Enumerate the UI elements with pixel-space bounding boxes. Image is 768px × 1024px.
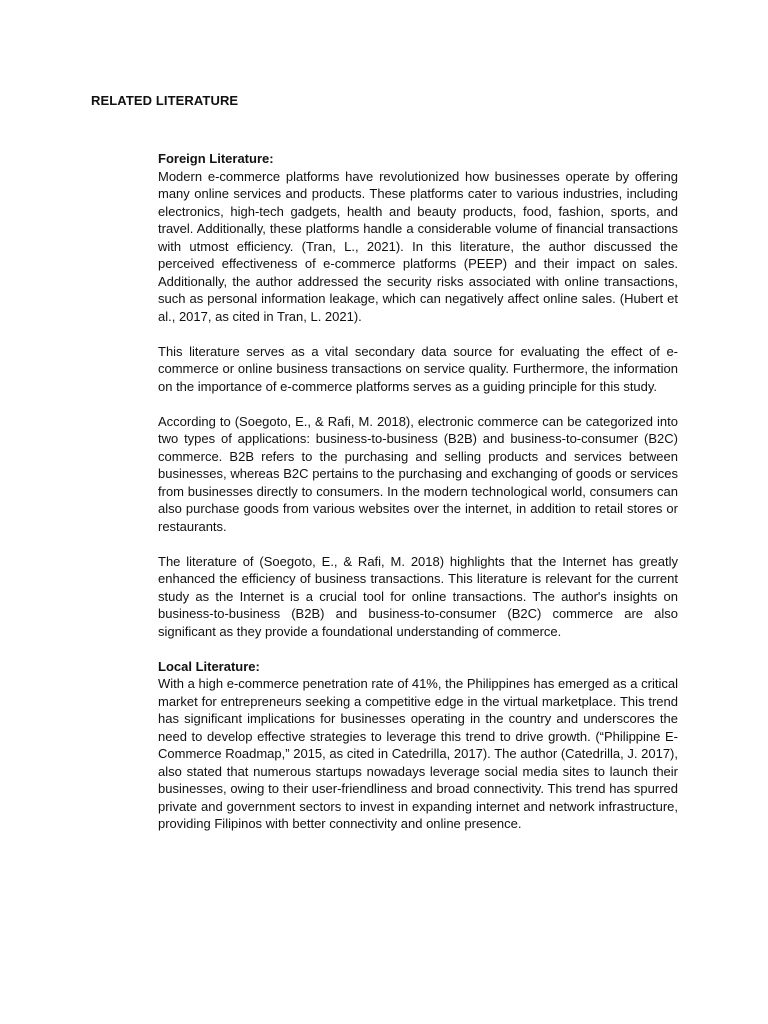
foreign-paragraph-2: This literature serves as a vital secondary data source for evaluating the effect of e-commerce or online business transactions on service quality. Furthermore, the information on the importance of e-commerce platforms serves as a guiding principle for this study. (158, 343, 678, 394)
local-paragraph-1: With a high e-commerce penetration rate of 41%, the Philippines has emerged as a critical market for entrepreneurs seeking a competitive edge in the virtual marketplace. This trend has significant implications for businesses operating in the country and underscores the need to develop effective strategies to leverage this trend to drive growth. (“Philippine E-Commerce Roadmap,” 2015, as cited in Catedrilla, 2017). The author (Catedrilla, J. 2017), also stated that numerous startups nowadays leverage social media sites to launch their businesses, owing to their user-friendliness and broad connectivity. This trend has spurred private and government sectors to invest in expanding internet and network infrastructure, providing Filipinos with better connectivity and online presence. (158, 676, 678, 831)
document-body (158, 150, 678, 833)
local-literature-heading: Local Literature: (158, 658, 260, 674)
foreign-paragraph-4: The literature of (Soegoto, E., & Rafi, M. 2018) highlights that the Internet has greatly enhanced the efficiency of business transactions. This literature is relevant for the current study as the Internet is a crucial tool for online transactions. The author's insights on business-to-business (B2B) and business-to-consumer (B2C) commerce are also significant as they provide a foundational understanding of commerce. (158, 553, 678, 639)
foreign-literature-heading: Foreign Literature: (158, 151, 274, 166)
foreign-paragraph-1: Modern e-commerce platforms have revolutionized how businesses operate by offering many online services and products. These platforms cater to various industries, including electronics, high-tech gadgets, health and beauty products, food, fashion, sports, and travel. Additionally, these platforms handle a considerable volume of financial transactions with utmost efficiency. (Tran, L., 2021). In this literature, the author discussed the perceived effectiveness of e-commerce platforms (PEEP) and their impact on sales. Additionally, the author addressed the security risks associated with online transactions, such as personal information leakage, which can negatively affect online sales. (Hubert et al., 2017, as cited in Tran, L. 2021). (158, 168, 678, 324)
document-title: RELATED LITERATURE (91, 93, 239, 108)
foreign-paragraph-3: According to (Soegoto, E., & Rafi, M. 2018), electronic commerce can be categorized into two types of applications: business-to-business (B2B) and business-to-consumer (B2C) commerce. B2B refers to the purchasing and selling products and services between businesses, whereas B2C pertains to the purchasing and exchanging of goods or services from businesses directly to consumers. In the modern technological world, consumers can also purchase goods from various websites over the internet, in addition to retail stores or restaurants. (158, 413, 678, 534)
